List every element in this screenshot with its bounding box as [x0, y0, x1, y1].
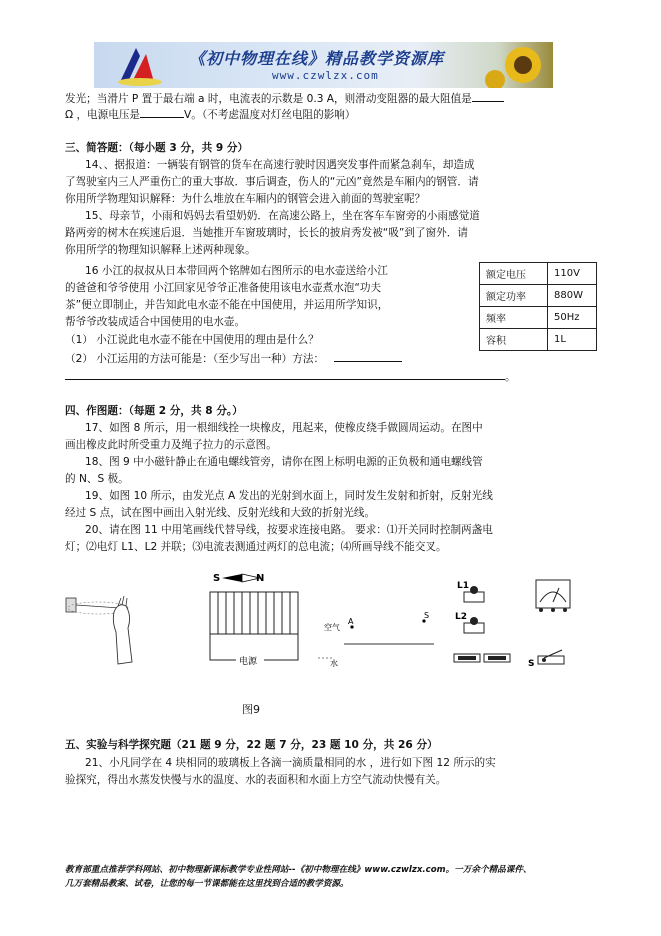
- q19-line: 经过 S 点，试在图中画出入射光线、反射光线和大致的折射光线。: [65, 507, 376, 519]
- section4-heading: 四、作图题：（每题 2 分，共 8 分。）: [65, 405, 243, 417]
- fig11-s-label: S: [528, 659, 535, 669]
- sunflower-icon: [483, 42, 553, 88]
- footer-line: 教育部重点推荐学科网站、初中物理新课标教学专业性网站--《初中物理在线》www.czwlzx.com。一万余个精品课件、: [65, 865, 532, 875]
- footer-line: 几万套精品教案、试卷，让您的每一节课都能在这里找到合适的教学资源。: [65, 879, 349, 889]
- q16-line: 16 小江的叔叔从日本带回两个铭牌如右图所示的电水壶送给小江: [85, 265, 388, 277]
- q17-line: 17、如图 8 所示，用一根细线拴一块橡皮，甩起来，使橡皮绕手做圆周运动。在图中: [85, 422, 483, 434]
- fig9-solenoid: [210, 573, 298, 667]
- fig10-a-label: A: [348, 617, 354, 626]
- intro-line-2: Ω ，电源电压是 V。（不考虑温度对灯丝电阻的影响）: [65, 109, 356, 121]
- site-banner: [94, 42, 553, 88]
- q21-line: 验探究，得出水蒸发快慢与水的温度、水的表面积和水面上方空气流动快慢有关。: [65, 774, 447, 786]
- q16-line: 茶”便立即制止，并告知此电水壶不能在中国使用，并运用所学知识，: [65, 299, 389, 311]
- table-row: 额定电压 110V: [480, 263, 597, 285]
- fig9-power-label: 电源: [239, 657, 258, 667]
- q17-line: 画出橡皮此时所受重力及绳子拉力的示意图。: [65, 439, 277, 451]
- q16-line: 的爸爸和爷爷使用 小江回家见爷爷正准备使用该电水壶煮水泡“功夫: [65, 282, 382, 294]
- fig8-hand-eraser: [66, 596, 132, 664]
- site-logo-icon: [110, 42, 170, 88]
- q16-answer-line: 。: [65, 369, 516, 384]
- table-row: 频率 50Hz: [480, 307, 597, 329]
- q14-line: 了驾驶室内三人严重伤亡的重大事故．事后调查，伤人的“元凶”竟然是车厢内的钢管．请: [65, 176, 479, 188]
- answer-blank: [334, 351, 402, 362]
- q18-line: 18、图 9 中小磁针静止在通电螺线管旁，请你在图上标明电源的正负极和通电螺线管: [85, 456, 483, 468]
- banner-url: www.czwlzx.com: [272, 69, 379, 82]
- ammeter-icon: [536, 580, 570, 612]
- section3-heading: 三、简答题：（每小题 3 分，共 9 分）: [65, 142, 249, 154]
- lamp-icon: [464, 617, 484, 633]
- q14-line: 14、、据报道：一辆装有钢管的货车在高速行驶时因遇突发事件而紧急刹车，却造成: [85, 159, 475, 171]
- figures-strip: [62, 572, 661, 692]
- fig10-s-label: S: [424, 611, 430, 620]
- q20-line: 20、请在图 11 中用笔画线代替导线，按要求连接电路。 要求：⑴开关同时控制两盏电: [85, 524, 493, 536]
- q16-sub1: （1） 小江说此电水壶不能在中国使用的理由是什么？: [65, 334, 319, 346]
- fig9-n-label: N: [256, 573, 265, 584]
- answer-blank: [65, 369, 505, 380]
- q21-line: 21、小凡同学在 4 块相同的玻璃板上各滴一滴质量相同的水 ，进行如下图 12 所示的实: [85, 757, 496, 769]
- section5-heading: 五、实验与科学探究题（21 题 9 分，22 题 7 分，23 题 10 分，共 26 分）: [65, 739, 438, 751]
- battery-icon: [454, 654, 510, 662]
- q18-line: 的 N、S 极。: [65, 473, 129, 485]
- banner-title: 《初中物理在线》精品教学资源库: [189, 49, 445, 68]
- answer-blank: [472, 91, 504, 102]
- q15-line: 你用所学的物理知识解释上述两种现象。: [65, 244, 256, 256]
- table-row: 额定功率 880W: [480, 285, 597, 307]
- fig9-caption: 图9: [242, 703, 260, 716]
- fig10-water-label: 水: [330, 659, 338, 668]
- answer-blank: [140, 107, 184, 118]
- fig11-l1-label: L1: [457, 581, 469, 591]
- q15-line: 15、母亲节，小雨和妈妈去看望奶奶．在高速公路上，坐在客车车窗旁的小雨感觉道: [85, 210, 480, 222]
- fig9-s-label: S: [213, 573, 221, 584]
- q16-line: 帮爷爷改装成适合中国使用的电水壶。: [65, 316, 246, 328]
- q19-line: 19、如图 10 所示，由发光点 A 发出的光射到水面上，同时发生发射和折射，反射光线: [85, 490, 493, 502]
- fig10-water-surface: [318, 611, 434, 668]
- fig11-l2-label: L2: [455, 612, 467, 622]
- fig10-air-label: 空气: [324, 623, 340, 632]
- kettle-spec-table: [479, 262, 597, 351]
- table-row: 容积 1L: [480, 329, 597, 351]
- q20-line: 灯；⑵电灯 L1、L2 并联；⑶电流表测通过两灯的总电流；⑷所画导线不能交叉。: [65, 541, 447, 553]
- intro-line-1: 发光；当滑片 P 置于最右端 a 时，电流表的示数是 0.3 A，则滑动变阻器的最大阻值是: [65, 91, 504, 106]
- q15-line: 路两旁的树木在疾速后退．当她推开车窗玻璃时，长长的披肩秀发被“吸”到了窗外．请: [65, 227, 468, 239]
- q16-sub2: （2） 小江运用的方法可能是：（至少写出一种）方法：: [65, 351, 402, 366]
- switch-icon: [538, 650, 564, 664]
- q14-line: 你用所学物理知识解释：为什么堆放在车厢内的钢管会进入前面的驾驶室呢？: [65, 193, 426, 205]
- compass-needle-icon: [222, 574, 242, 582]
- fig11-circuit-components: [454, 580, 570, 669]
